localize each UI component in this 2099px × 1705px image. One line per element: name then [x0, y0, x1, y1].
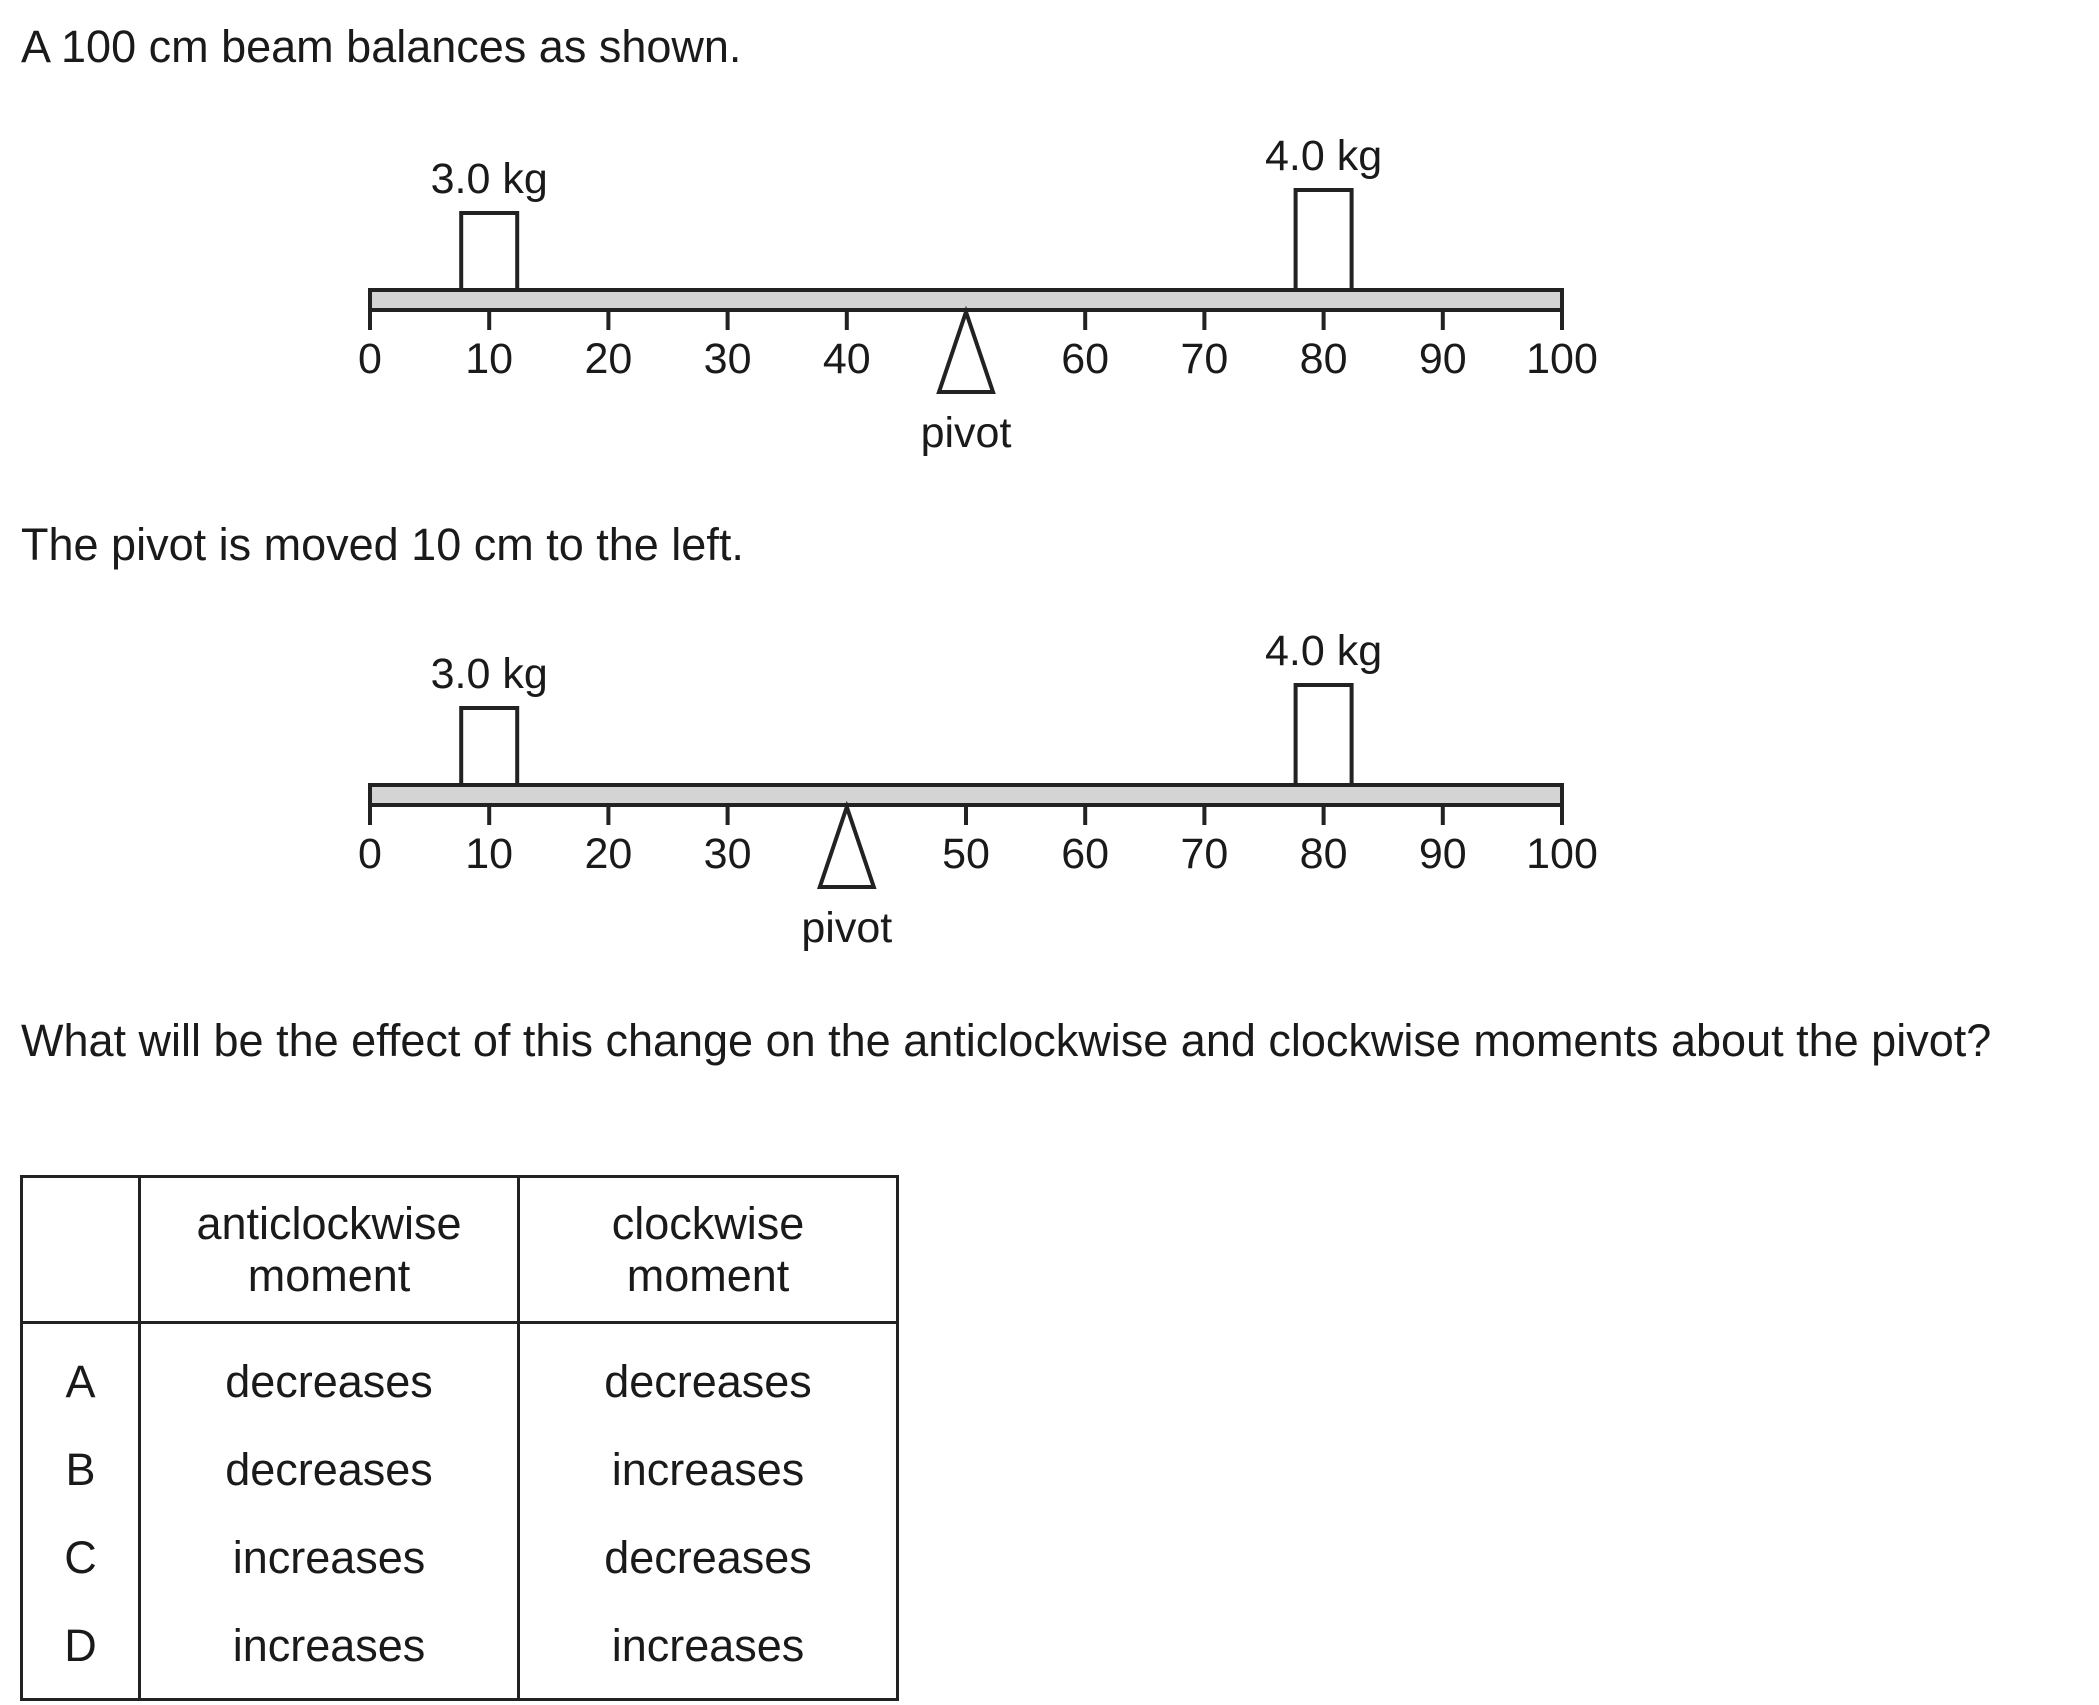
table-row: [22, 1602, 898, 1700]
header-key-cell: [22, 1177, 140, 1323]
scale-tick-label: 30: [703, 830, 752, 878]
option-a-clockwise: decreases: [519, 1323, 898, 1427]
mass-label: 4.0 kg: [1265, 132, 1383, 180]
scale-tick-label: 70: [1180, 335, 1229, 383]
pivot-label: pivot: [920, 409, 1012, 457]
option-key-d: D: [22, 1602, 140, 1700]
option-c-clockwise: decreases: [519, 1514, 898, 1602]
header-clockwise-line2: moment: [626, 1249, 790, 1301]
mass-block: [1296, 190, 1352, 290]
option-d-anticlockwise: increases: [140, 1602, 519, 1700]
option-b-clockwise: increases: [519, 1426, 898, 1514]
scale-tick-label: 20: [584, 335, 633, 383]
pivot-triangle: [939, 312, 993, 392]
scale-tick-label: 0: [358, 830, 382, 878]
scale-tick-label: 60: [1061, 830, 1110, 878]
header-anticlockwise-moment: [140, 1177, 519, 1323]
scale-tick-label: 80: [1299, 335, 1348, 383]
question-text: What will be the effect of this change on the anticlockwise and clockwise moments about the pivot?: [21, 1015, 1992, 1066]
header-clockwise-moment: [519, 1177, 898, 1323]
table-header-row: [22, 1177, 898, 1323]
beam: [370, 785, 1562, 805]
table-row: [22, 1426, 898, 1514]
option-c-anticlockwise: increases: [140, 1514, 519, 1602]
mass-label: 3.0 kg: [430, 155, 548, 203]
table-row: [22, 1514, 898, 1602]
beam-diagram-after: [0, 615, 2099, 975]
pivot-label: pivot: [801, 904, 893, 952]
scale-tick-label: 10: [465, 335, 514, 383]
option-a-anticlockwise: decreases: [140, 1323, 519, 1427]
scale-tick-label: 70: [1180, 830, 1229, 878]
scale-tick-label: 10: [465, 830, 514, 878]
beam-diagram-before: [0, 120, 2099, 480]
scale-tick-label: 80: [1299, 830, 1348, 878]
scale-tick-label: 50: [942, 830, 990, 878]
option-key-b: B: [22, 1426, 140, 1514]
option-d-clockwise: increases: [519, 1602, 898, 1700]
scale-tick-label: 100: [1526, 335, 1598, 383]
mass-block: [461, 213, 517, 290]
scale-tick-label: 40: [822, 335, 871, 383]
intro-text: A 100 cm beam balances as shown.: [21, 21, 742, 72]
pivot-triangle: [820, 807, 874, 887]
pivot-moved-text: The pivot is moved 10 cm to the left.: [21, 519, 744, 570]
scale-tick-label: 100: [1526, 830, 1598, 878]
option-key-a: A: [22, 1323, 140, 1427]
scale-tick-label: 90: [1418, 830, 1467, 878]
mass-block: [1296, 685, 1352, 785]
header-anticlockwise-line2: moment: [247, 1249, 411, 1301]
scale-tick-label: 30: [703, 335, 752, 383]
scale-tick-label: 60: [1061, 335, 1110, 383]
scale-tick-label: 0: [358, 335, 382, 383]
option-b-anticlockwise: decreases: [140, 1426, 519, 1514]
header-clockwise-line1: clockwise: [611, 1197, 805, 1249]
scale-tick-label: 20: [584, 830, 633, 878]
mass-label: 4.0 kg: [1265, 627, 1383, 675]
header-anticlockwise-line1: anticlockwise: [196, 1197, 462, 1249]
scale-tick-label: 90: [1418, 335, 1467, 383]
table-row: [22, 1323, 898, 1427]
mass-label: 3.0 kg: [430, 650, 548, 698]
answer-table: [20, 1175, 899, 1701]
option-key-c: C: [22, 1514, 140, 1602]
mass-block: [461, 708, 517, 785]
